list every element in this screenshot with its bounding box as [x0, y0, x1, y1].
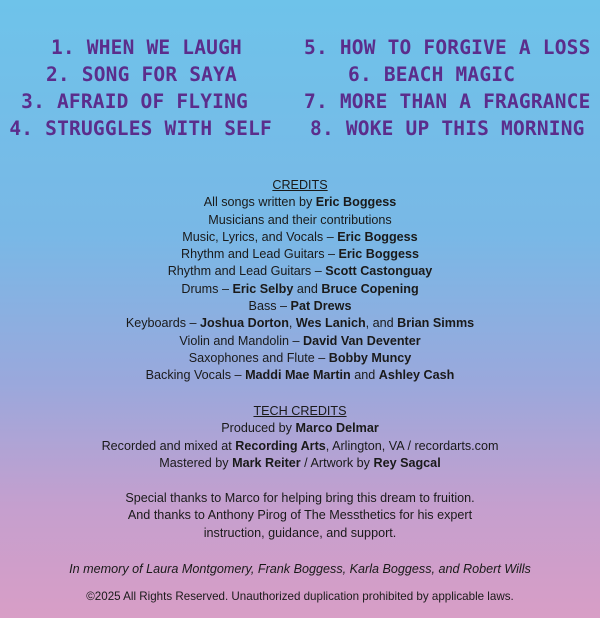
credit-role: Backing Vocals – [145, 368, 246, 383]
copyright-text: ©2025 All Rights Reserved. Unauthorized duplication prohibited by applicable laws. [86, 590, 514, 603]
tech-line-mastered [0, 455, 600, 472]
thanks-line: Special thanks to Marco for helping bring this dream to fruition. [125, 491, 475, 505]
credit-line-keyboards [0, 315, 600, 332]
credit-line-saxophones [0, 350, 600, 367]
credit-name: Wes Lanich [295, 316, 366, 331]
credit-role: Produced by [221, 421, 296, 436]
credit-role: Rhythm and Lead Guitars – [167, 264, 326, 279]
credit-role: Rhythm and Lead Guitars – [180, 247, 339, 262]
tracklist-left-column [0, 34, 300, 142]
thanks-line: And thanks to Anthony Pirog of The Messthetics for his expert [127, 508, 473, 523]
memorial-line [0, 561, 600, 578]
memorial-text: In memory of Laura Montgomery, Frank Boggess, Karla Boggess, and Robert Wills [69, 562, 531, 576]
credit-role: / Artwork by [300, 455, 374, 470]
credit-name: Maddi Mae Martin [245, 368, 351, 383]
thanks-line: instruction, guidance, and support. [203, 525, 397, 540]
credit-name: Rey Sagcal [373, 455, 441, 470]
credit-name: Ashley Cash [378, 368, 455, 383]
credit-role: Bass – [248, 299, 291, 314]
credit-name: Brian Simms [397, 316, 475, 331]
track-title: 6. BEACH MAGIC [348, 63, 516, 86]
credit-role: Saxophones and Flute – [188, 350, 329, 365]
credit-name: Bruce Copening [321, 281, 419, 296]
track-title: 5. HOW TO FORGIVE A LOSS [304, 36, 591, 59]
track-title: 7. MORE THAN A FRAGRANCE [304, 90, 591, 113]
credit-name: Recording Arts [235, 438, 326, 453]
credit-line-written [0, 194, 600, 211]
credit-role: All songs written by [203, 195, 316, 210]
credit-name: Eric Boggess [315, 195, 397, 210]
credit-conjunction: and [293, 281, 322, 296]
credit-line-rhythm-1 [0, 246, 600, 263]
credit-role: Violin and Mandolin – [179, 333, 304, 348]
credit-role: Recorded and mixed at [101, 438, 236, 453]
credit-name: Bobby Muncy [328, 350, 412, 365]
track-title: 4. STRUGGLES WITH SELF [9, 117, 272, 140]
tech-line-produced [0, 420, 600, 437]
credit-name: Eric Boggess [338, 247, 419, 262]
tracklist-right-column [300, 34, 600, 142]
track-title: 1. WHEN WE LAUGH [50, 36, 242, 59]
tech-line-recorded [0, 438, 600, 455]
track-title: 2. SONG FOR SAYA [45, 63, 237, 86]
tech-credits-section [0, 403, 600, 472]
credit-name: Mark Reiter [232, 455, 301, 470]
credit-location: , Arlington, VA / recordarts.com [325, 438, 499, 453]
credit-conjunction: , and [365, 316, 398, 331]
credit-name: Joshua Dorton [200, 316, 289, 331]
thanks-section [0, 490, 600, 542]
credit-line-backing-vocals [0, 367, 600, 384]
credit-separator: , [288, 316, 296, 331]
credit-role: Mastered by [159, 455, 233, 470]
credit-line-music [0, 229, 600, 246]
credit-name: Eric Selby [232, 281, 294, 296]
credit-line-musicians: Musicians and their contributions [208, 212, 392, 227]
credit-name: David Van Deventer [303, 333, 421, 348]
credit-role: Drums – [181, 281, 233, 296]
credit-line-drums [0, 281, 600, 298]
credit-role: Keyboards – [125, 316, 201, 331]
track-title: 8. WOKE UP THIS MORNING [310, 117, 585, 140]
copyright-notice [0, 588, 600, 605]
credit-name: Eric Boggess [337, 229, 418, 244]
tech-credits-heading: TECH CREDITS [253, 404, 347, 418]
credit-name: Scott Castonguay [325, 264, 433, 279]
credits-section [0, 177, 600, 385]
credit-line-violin [0, 333, 600, 350]
credit-conjunction: and [350, 368, 379, 383]
credit-line-bass [0, 298, 600, 315]
credit-line-rhythm-2 [0, 263, 600, 280]
credits-heading: CREDITS [272, 178, 328, 192]
tracklist [0, 34, 600, 142]
credit-name: Marco Delmar [295, 421, 379, 436]
credit-role: Music, Lyrics, and Vocals – [182, 229, 338, 244]
track-title: 3. AFRAID OF FLYING [21, 90, 248, 113]
credit-name: Pat Drews [290, 299, 352, 314]
